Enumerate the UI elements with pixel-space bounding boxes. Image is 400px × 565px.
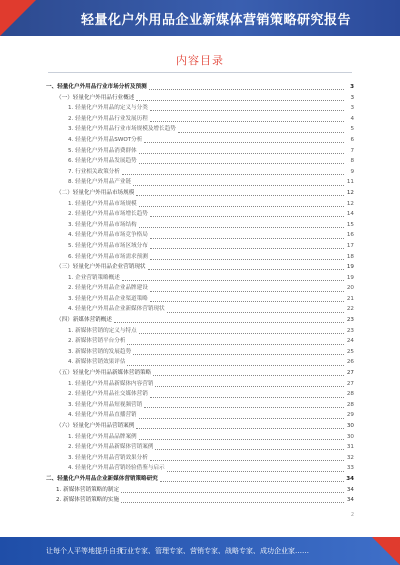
toc-leader-dots bbox=[167, 466, 344, 472]
report-title: 轻量化户外用品企业新媒体营销策略研究报告 bbox=[80, 13, 351, 28]
toc-entry-page: 21 bbox=[346, 295, 354, 302]
toc-entry-page: 3 bbox=[350, 94, 354, 101]
toc-entry-text: 4. 轻量化户外用品企业新媒体营销现状 bbox=[68, 306, 165, 313]
toc-entry-text: 2. 轻量化户外用品行业发展历程 bbox=[68, 115, 148, 122]
toc-entry-page: 34 bbox=[346, 497, 354, 504]
toc-leader-dots bbox=[121, 487, 344, 493]
toc-leader-dots bbox=[148, 264, 344, 270]
toc-entry[interactable] bbox=[46, 252, 354, 263]
toc-leader-dots bbox=[150, 211, 344, 217]
toc-entry-text: （五）轻量化户外用品新媒体营销策略 bbox=[56, 370, 152, 377]
toc-entry-text: （六）轻量化户外用品营销案例 bbox=[56, 423, 135, 429]
toc-entry-page: 29 bbox=[346, 412, 354, 419]
report-header bbox=[0, 0, 400, 36]
toc-entry-text: （四）新媒体营销概述 bbox=[56, 317, 112, 324]
toc-entry[interactable] bbox=[46, 315, 354, 326]
toc-entry-text: 1. 新媒体营销的定义与特点 bbox=[68, 327, 137, 334]
toc-leader-dots bbox=[136, 423, 344, 429]
toc-entry[interactable] bbox=[46, 167, 354, 178]
toc-leader-dots bbox=[139, 158, 344, 164]
toc-entry-page: 27 bbox=[346, 380, 354, 387]
toc-leader-dots bbox=[127, 339, 344, 345]
toc-entry-page: 25 bbox=[346, 348, 354, 355]
toc-leader-dots bbox=[139, 222, 344, 228]
toc-entry[interactable] bbox=[46, 199, 354, 210]
toc-leader-dots bbox=[160, 476, 344, 482]
toc-entry-text: 4. 轻量化户外用品市场竞争格局 bbox=[68, 232, 148, 239]
toc-entry-text: 1. 新媒体营销策略的制定 bbox=[56, 486, 120, 493]
toc-entry-text: （三）轻量化户外用品企业营销现状 bbox=[56, 264, 146, 271]
toc-leader-dots bbox=[150, 296, 344, 302]
toc-entry-page: 34 bbox=[346, 475, 354, 482]
toc-entry[interactable] bbox=[46, 103, 354, 114]
toc-entry[interactable] bbox=[46, 379, 354, 390]
toc-leader-dots bbox=[149, 84, 344, 90]
toc-entry-page: 3 bbox=[350, 105, 354, 112]
toc-entry-text: 4. 新媒体营销效果评估 bbox=[68, 359, 126, 366]
toc-leader-dots bbox=[150, 233, 344, 239]
toc-entry-page: 33 bbox=[346, 465, 354, 472]
toc-entry[interactable] bbox=[46, 453, 354, 464]
toc-entry-page: 9 bbox=[350, 168, 354, 175]
toc-entry-page: 26 bbox=[346, 359, 354, 366]
toc-entry-page: 30 bbox=[346, 433, 354, 440]
toc-leader-dots bbox=[150, 392, 344, 398]
toc-leader-dots bbox=[150, 286, 344, 292]
toc-leader-dots bbox=[155, 444, 344, 450]
toc-entry-text: 3. 新媒体营销的发展趋势 bbox=[68, 348, 132, 355]
toc-entry-text: 3. 轻量化户外用品企业渠道策略 bbox=[68, 295, 148, 302]
toc-entry[interactable] bbox=[46, 357, 354, 368]
table-of-contents bbox=[46, 82, 354, 506]
toc-entry-text: 4. 轻量化户外用品营销经验借鉴与启示 bbox=[68, 465, 165, 472]
toc-entry[interactable] bbox=[46, 421, 354, 432]
toc-entry-text: 2. 轻量化户外用品社交媒体营销 bbox=[68, 391, 148, 398]
toc-entry[interactable] bbox=[46, 442, 354, 453]
toc-leader-dots bbox=[167, 307, 344, 313]
toc-entry-page: 7 bbox=[350, 147, 354, 154]
toc-entry-page: 23 bbox=[346, 317, 354, 324]
toc-entry-page: 28 bbox=[346, 391, 354, 398]
toc-entry[interactable] bbox=[46, 283, 354, 294]
toc-entry[interactable] bbox=[46, 336, 354, 347]
footer-accent bbox=[372, 537, 400, 565]
toc-entry-text: 3. 轻量化户外用品短视频营销 bbox=[68, 401, 143, 408]
toc-entry-page: 16 bbox=[346, 232, 354, 239]
toc-entry-page: 12 bbox=[346, 200, 354, 207]
toc-entry-text: 2. 轻量化户外用品市场增长趋势 bbox=[68, 211, 148, 218]
toc-entry-page: 24 bbox=[346, 338, 354, 345]
toc-leader-dots bbox=[133, 180, 344, 186]
toc-entry[interactable] bbox=[46, 273, 354, 284]
toc-leader-dots bbox=[178, 127, 344, 133]
toc-entry-text: （二）轻量化户外用品市场规模 bbox=[56, 189, 135, 196]
toc-entry-page: 22 bbox=[346, 306, 354, 313]
toc-entry[interactable] bbox=[46, 114, 354, 125]
toc-entry-text: 1. 轻量化户外用品新媒体内容营销 bbox=[68, 380, 154, 387]
toc-entry[interactable] bbox=[46, 230, 354, 241]
toc-entry-page: 20 bbox=[346, 285, 354, 292]
toc-entry-page: 31 bbox=[346, 444, 354, 451]
toc-entry[interactable] bbox=[46, 495, 354, 506]
toc-entry[interactable] bbox=[46, 485, 354, 496]
toc-entry-page: 14 bbox=[346, 211, 354, 218]
toc-entry[interactable] bbox=[46, 347, 354, 358]
toc-entry[interactable] bbox=[46, 82, 354, 93]
toc-leader-dots bbox=[136, 190, 344, 196]
toc-entry[interactable] bbox=[46, 410, 354, 421]
toc-leader-dots bbox=[150, 116, 344, 122]
toc-entry-text: 3. 轻量化户外用品行业市场规模及增长趋势 bbox=[68, 126, 176, 133]
toc-entry-text: 3. 轻量化户外用品营销效果分析 bbox=[68, 454, 148, 461]
toc-entry-text: 1. 轻量化户外用品品牌案例 bbox=[68, 433, 137, 440]
toc-entry[interactable] bbox=[46, 326, 354, 337]
toc-leader-dots bbox=[139, 201, 344, 207]
toc-entry-page: 6 bbox=[350, 136, 354, 143]
toc-leader-dots bbox=[114, 317, 344, 323]
toc-entry[interactable] bbox=[46, 220, 354, 231]
toc-entry[interactable] bbox=[46, 463, 354, 474]
toc-entry-page: 18 bbox=[346, 253, 354, 260]
toc-entry-page: 4 bbox=[350, 115, 354, 122]
toc-entry-page: 17 bbox=[346, 242, 354, 249]
toc-entry[interactable] bbox=[46, 93, 354, 104]
toc-entry-text: 8. 轻量化户外用品产业链 bbox=[68, 179, 132, 186]
toc-heading: 内容目录 bbox=[176, 54, 224, 67]
toc-entry[interactable] bbox=[46, 241, 354, 252]
toc-leader-dots bbox=[121, 497, 344, 503]
toc-entry-page: 19 bbox=[346, 274, 354, 281]
toc-entry-text: 4. 轻量化户外用品直播营销 bbox=[68, 412, 137, 419]
toc-leader-dots bbox=[144, 402, 344, 408]
toc-entry-page: 23 bbox=[346, 327, 354, 334]
footer-roles: 行业专家、管理专家、营销专家、战略专家、成功企业家…… bbox=[120, 547, 309, 555]
toc-leader-dots bbox=[139, 148, 344, 154]
toc-entry-text: 5. 轻量化户外用品市场区域分布 bbox=[68, 242, 148, 249]
toc-entry-text: 4. 轻量化户外用品SWOT分析 bbox=[68, 136, 143, 143]
toc-entry[interactable] bbox=[46, 304, 354, 315]
toc-entry[interactable] bbox=[46, 262, 354, 273]
toc-entry-text: 2. 新媒体营销平台分析 bbox=[68, 338, 126, 345]
toc-entry-text: 一、轻量化户外用品行业市场分析及预测 bbox=[46, 84, 147, 90]
toc-divider bbox=[48, 72, 352, 73]
toc-entry-text: 1. 轻量化户外用品市场规模 bbox=[68, 200, 137, 207]
toc-entry-page: 32 bbox=[346, 454, 354, 461]
toc-leader-dots bbox=[133, 349, 344, 355]
toc-entry[interactable] bbox=[46, 474, 354, 485]
toc-entry-page: 28 bbox=[346, 401, 354, 408]
toc-entry-text: 2. 轻量化户外用品新媒体营销案例 bbox=[68, 444, 154, 451]
toc-leader-dots bbox=[150, 243, 344, 249]
toc-entry[interactable] bbox=[46, 294, 354, 305]
toc-entry[interactable] bbox=[46, 400, 354, 411]
footer-slogan: 让每个人平等地提升自我 bbox=[46, 547, 123, 555]
toc-entry-page: 12 bbox=[346, 189, 354, 196]
header-accent bbox=[0, 0, 36, 36]
toc-entry-page: 30 bbox=[346, 423, 354, 429]
toc-leader-dots bbox=[127, 360, 344, 366]
toc-entry-text: 1. 企业营销策略概述 bbox=[68, 274, 120, 281]
toc-entry-text: 3. 轻量化户外用品市场结构 bbox=[68, 221, 137, 228]
toc-leader-dots bbox=[155, 381, 344, 387]
toc-entry-text: 二、轻量化户外用品企业新媒体营销策略研究 bbox=[46, 475, 158, 482]
toc-entry[interactable] bbox=[46, 146, 354, 157]
toc-entry-page: 5 bbox=[350, 126, 354, 133]
toc-leader-dots bbox=[150, 455, 344, 461]
toc-entry-text: 6. 轻量化户外用品市场需求预测 bbox=[68, 253, 148, 260]
toc-entry-page: 34 bbox=[346, 486, 354, 493]
toc-entry-text: 7. 行业相关政策分析 bbox=[68, 168, 120, 175]
toc-leader-dots bbox=[139, 328, 344, 334]
toc-entry[interactable] bbox=[46, 389, 354, 400]
toc-entry-text: （一）轻量化户外用品行业概述 bbox=[56, 94, 135, 101]
toc-entry[interactable] bbox=[46, 177, 354, 188]
toc-leader-dots bbox=[144, 137, 344, 143]
page-number: 2 bbox=[350, 512, 354, 518]
toc-entry[interactable] bbox=[46, 209, 354, 220]
toc-leader-dots bbox=[122, 169, 344, 175]
toc-leader-dots bbox=[139, 434, 344, 440]
toc-entry-page: 8 bbox=[350, 158, 354, 165]
toc-leader-dots bbox=[139, 413, 344, 419]
toc-entry[interactable] bbox=[46, 432, 354, 443]
toc-leader-dots bbox=[122, 275, 344, 281]
toc-entry[interactable] bbox=[46, 368, 354, 379]
toc-leader-dots bbox=[150, 105, 344, 111]
toc-entry-page: 27 bbox=[346, 370, 354, 377]
toc-entry-text: 2. 轻量化户外用品企业品牌建设 bbox=[68, 285, 148, 292]
toc-entry[interactable] bbox=[46, 124, 354, 135]
toc-entry-text: 2. 新媒体营销策略的实施 bbox=[56, 497, 120, 504]
toc-entry[interactable] bbox=[46, 135, 354, 146]
toc-entry[interactable] bbox=[46, 156, 354, 167]
toc-entry-page: 19 bbox=[346, 264, 354, 271]
toc-leader-dots bbox=[153, 370, 344, 376]
toc-entry-text: 6. 轻量化户外用品发展趋势 bbox=[68, 158, 137, 165]
toc-entry-text: 1. 轻量化户外用品的定义与分类 bbox=[68, 105, 148, 112]
footer-banner bbox=[0, 537, 400, 565]
toc-leader-dots bbox=[150, 254, 344, 260]
toc-entry-page: 11 bbox=[346, 179, 354, 186]
toc-leader-dots bbox=[136, 95, 344, 101]
toc-entry-text: 5. 轻量化户外用品消费群体 bbox=[68, 147, 137, 154]
toc-entry-page: 15 bbox=[346, 221, 354, 228]
toc-entry[interactable] bbox=[46, 188, 354, 199]
toc-entry-page: 3 bbox=[350, 84, 354, 90]
